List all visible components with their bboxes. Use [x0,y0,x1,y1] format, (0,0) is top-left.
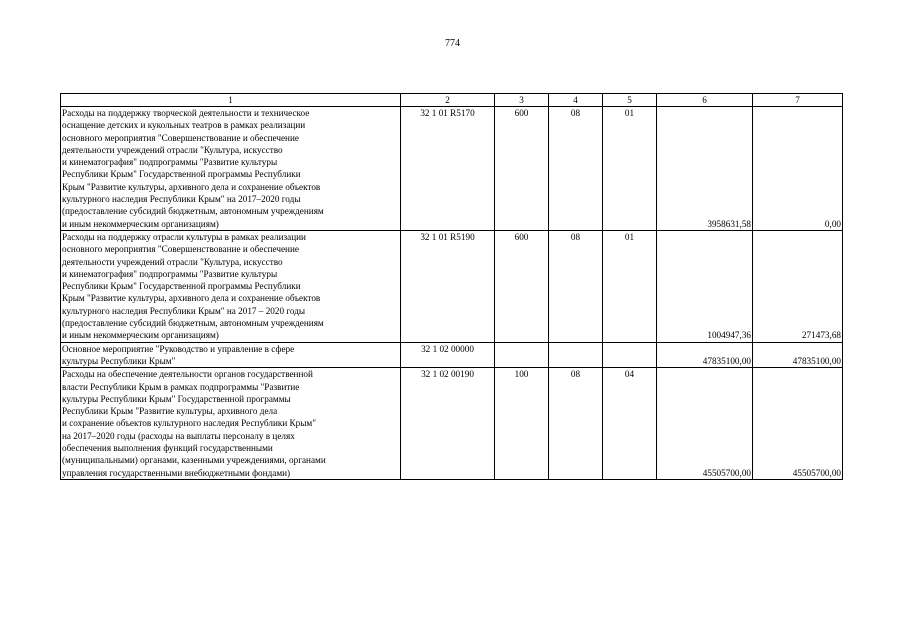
description-line: основного мероприятия "Совершенствование и обеспечение [62,132,299,143]
target-article-code: 32 1 02 00190 [401,368,495,480]
row-description [61,107,401,231]
subsection-code: 04 [603,368,657,480]
amount-col6: 1004947,36 [657,230,753,342]
row-description [61,342,401,368]
description-line: Крым "Развитие культуры, архивного дела и сохранение объектов [62,181,321,192]
col-header: 4 [549,94,603,107]
expense-type-code: 100 [495,368,549,480]
subsection-code: 01 [603,107,657,231]
amount-col7: 45505700,00 [753,368,843,480]
amount-col6: 47835100,00 [657,342,753,368]
col-header: 2 [401,94,495,107]
budget-table [60,93,843,480]
col-header: 3 [495,94,549,107]
subsection-code [603,342,657,368]
table-row [61,368,843,480]
expense-type-code: 600 [495,107,549,231]
col-header: 6 [657,94,753,107]
col-header: 5 [603,94,657,107]
description-line: культуры Республики Крым" [62,355,176,366]
amount-col7: 0,00 [753,107,843,231]
description-line: культурного наследия Республики Крым" на 2017 – 2020 годы [62,305,306,316]
target-article-code: 32 1 02 00000 [401,342,495,368]
description-line: Расходы на поддержку творческой деятельности и техническое [62,108,310,118]
section-code: 08 [549,368,603,480]
description-line: деятельности учреждений отрасли "Культура, искусство [62,256,283,267]
description-line: Республики Крым "Развитие культуры, архивного дела [62,406,278,417]
description-line: и иным некоммерческим организациям) [62,218,219,229]
section-code: 08 [549,230,603,342]
description-line: и кинематография" подпрограммы "Развитие культуры [62,268,278,279]
table-row [61,230,843,342]
expense-type-code [495,342,549,368]
target-article-code: 32 1 01 R5170 [401,107,495,231]
row-description [61,230,401,342]
subsection-code: 01 [603,230,657,342]
description-line: власти Республики Крым в рамках подпрограммы "Развитие [62,381,300,392]
section-code: 08 [549,107,603,231]
col-header: 1 [61,94,401,107]
amount-col7: 271473,68 [753,230,843,342]
description-line: (муниципальными) органами, казенными учреждениями, органами [62,455,326,466]
description-line: и кинематография" подпрограммы "Развитие культуры [62,157,278,168]
header-row [61,94,843,107]
description-line: обеспечения выполнения функций государственными [62,443,273,454]
description-line: оснащение детских и кукольных театров в рамках реализации [62,120,306,131]
table-row [61,107,843,231]
amount-col7: 47835100,00 [753,342,843,368]
description-line: управления государственными внебюджетными фондами) [62,467,291,478]
amount-col6: 3958631,58 [657,107,753,231]
description-line: деятельности учреждений отрасли "Культура, искусство [62,144,283,155]
description-line: Расходы на поддержку отрасли культуры в рамках реализации [62,231,306,242]
description-line: (предоставление субсидий бюджетным, автономным учреждениям [62,318,324,329]
target-article-code: 32 1 01 R5190 [401,230,495,342]
row-description [61,368,401,480]
description-line: на 2017–2020 годы (расходы на выплаты персоналу в целях [62,430,295,441]
description-line: Расходы на обеспечение деятельности органов государственной [62,369,313,380]
col-header: 7 [753,94,843,107]
description-line: культуры Республики Крым" Государственной программы [62,393,291,404]
page-number: 774 [445,38,460,49]
description-line: Крым "Развитие культуры, архивного дела и сохранение объектов [62,293,321,304]
section-code [549,342,603,368]
description-line: и сохранение объектов культурного наследия Республики Крым" [62,418,316,429]
description-line: Основное мероприятие "Руководство и управление в сфере [62,343,295,354]
description-line: Республики Крым" Государственной программы Республики [62,281,301,292]
table-row [61,342,843,368]
description-line: культурного наследия Республики Крым" на 2017–2020 годы [62,194,301,205]
description-line: Республики Крым" Государственной программы Республики [62,169,301,180]
description-line: (предоставление субсидий бюджетным, автономным учреждениям [62,206,324,217]
description-line: и иным некоммерческим организациям) [62,330,219,341]
expense-type-code: 600 [495,230,549,342]
amount-col6: 45505700,00 [657,368,753,480]
description-line: основного мероприятия "Совершенствование и обеспечение [62,244,299,255]
